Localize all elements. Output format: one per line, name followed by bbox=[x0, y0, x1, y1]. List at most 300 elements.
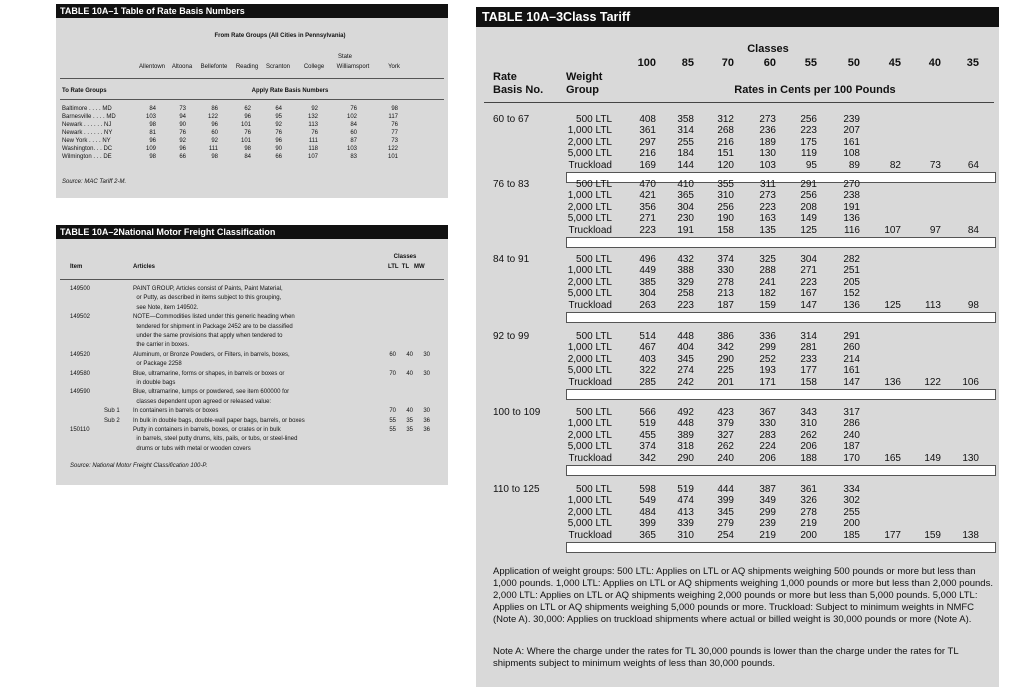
table1-cell: 96 bbox=[275, 138, 282, 144]
table3-rate-cell: 310 bbox=[800, 418, 817, 430]
table3-rate-cell: 291 bbox=[843, 331, 860, 342]
table3-rate-cell: 255 bbox=[843, 506, 860, 518]
table3-weight-group: 1,000 LTL bbox=[567, 125, 612, 137]
table1-cell: 94 bbox=[179, 114, 186, 120]
table1-to-label: To Rate Groups bbox=[62, 88, 107, 94]
table2-article-text: classes dependent upon agreed or released value: bbox=[133, 398, 272, 405]
table3-weight-group: 2,000 LTL bbox=[567, 136, 612, 148]
table3-rate-cell: 339 bbox=[677, 518, 694, 530]
table3-rate-cell: 444 bbox=[717, 484, 734, 495]
table1-source: Source: MAC Tariff 2-M. bbox=[62, 179, 127, 185]
table3-rate-cell: 165 bbox=[884, 452, 901, 464]
table1-cell: 92 bbox=[311, 106, 318, 112]
table1-cell: 76 bbox=[311, 130, 318, 136]
table3-rate-cell: 185 bbox=[843, 529, 860, 541]
table1-row-city: Wilmington . . . DE bbox=[62, 154, 112, 160]
table3-rate-cell: 144 bbox=[677, 159, 694, 171]
table3-rate-cell: 256 bbox=[800, 190, 817, 202]
table3-rate-cell: 125 bbox=[800, 224, 817, 236]
table1-state-label: State bbox=[337, 54, 352, 60]
table3-rate-cell: 223 bbox=[800, 125, 817, 137]
table1-title-bar: TABLE 10A–1 Table of Rate Basis Numbers bbox=[56, 4, 448, 18]
table3-weight-group: 1,000 LTL bbox=[567, 342, 612, 354]
table1-cell: 117 bbox=[388, 114, 398, 120]
table3-weight-group: 2,000 LTL bbox=[567, 353, 612, 365]
table3-rate-cell: 448 bbox=[677, 331, 694, 342]
table2-class-value: 35 bbox=[406, 427, 413, 433]
table3-rate-cell: 260 bbox=[843, 342, 860, 354]
table3-rate-cell: 484 bbox=[639, 506, 656, 518]
table3-rate-cell: 299 bbox=[759, 342, 776, 354]
table3-rate-cell: 388 bbox=[677, 265, 694, 277]
table3-class-100: 100 bbox=[637, 57, 656, 69]
table3-blank-row bbox=[566, 237, 996, 248]
table3-rate-cell: 107 bbox=[884, 224, 901, 236]
table1-cell: 96 bbox=[179, 146, 186, 152]
table2-class-value: 40 bbox=[406, 351, 413, 358]
table1-cell: 101 bbox=[240, 122, 251, 128]
table3-rate-cell: 136 bbox=[843, 299, 860, 311]
table2-article-text: see Note, item 149502. bbox=[133, 304, 199, 311]
table3-rate-cell: 304 bbox=[677, 201, 694, 213]
table3-rate-cell: 223 bbox=[800, 276, 817, 288]
table1-row-city: New York . . . . NY bbox=[62, 138, 111, 144]
table3-rate-cell: 242 bbox=[677, 376, 694, 388]
table2-article-text: the carrier in boxes. bbox=[133, 342, 190, 349]
table3-rate-cell: 84 bbox=[967, 224, 979, 236]
table3-rate-cell: 288 bbox=[759, 265, 776, 277]
table2-item-no: Sub 1 bbox=[104, 408, 120, 415]
table3-rate-cell: 327 bbox=[717, 429, 734, 441]
table3-weight-label: Weight bbox=[566, 71, 603, 83]
table3-weight-group: 5,000 LTL bbox=[567, 518, 612, 530]
table1-cell: 76 bbox=[350, 106, 357, 112]
table3-rate-cell: 389 bbox=[677, 429, 694, 441]
table2-rule bbox=[60, 279, 444, 280]
table3-rate-cell: 190 bbox=[717, 213, 734, 225]
table3-rate-cell: 187 bbox=[843, 441, 860, 453]
table2-article-text: under the same provisions that apply when tendered to bbox=[133, 333, 283, 339]
table3-rate-cell: 147 bbox=[843, 376, 860, 388]
table3-rate-cell: 149 bbox=[800, 213, 817, 225]
table1-cell: 64 bbox=[275, 106, 282, 112]
table3-rate-cell: 399 bbox=[717, 495, 734, 507]
table2-article-text: In bulk in double bags, double-wall paper bags, barrels, or boxes bbox=[133, 417, 305, 424]
table1-cell: 122 bbox=[207, 114, 218, 120]
table3-rate-cell: 358 bbox=[677, 114, 694, 125]
table3-class-40: 40 bbox=[928, 57, 941, 69]
table3-rate-cell: 138 bbox=[962, 529, 979, 541]
table3-rate-cell: 106 bbox=[962, 376, 979, 388]
table3-rate-cell: 470 bbox=[639, 179, 656, 190]
table3-rate-cell: 286 bbox=[843, 418, 860, 430]
table2-class-value: 70 bbox=[389, 408, 396, 415]
table3-rate-cell: 147 bbox=[800, 299, 817, 311]
table3-rate-cell: 355 bbox=[717, 179, 734, 190]
table1-cell: 76 bbox=[244, 130, 251, 136]
table3-rate-cell: 182 bbox=[759, 288, 776, 300]
table2-item-no: 150110 bbox=[70, 427, 90, 433]
table3-rate-cell: 311 bbox=[760, 179, 776, 190]
table3-rate-cell: 379 bbox=[717, 418, 734, 430]
table3-rate-cell: 262 bbox=[800, 429, 817, 441]
table1-cell: 98 bbox=[149, 122, 156, 128]
table3-rate-cell: 205 bbox=[843, 276, 860, 288]
table1-rule-mid bbox=[60, 99, 444, 100]
table3-rate-basis: 84 to 91 bbox=[493, 254, 530, 265]
table1-cell: 81 bbox=[149, 130, 156, 136]
table3-rate-cell: 251 bbox=[843, 265, 860, 277]
table3-rate-cell: 432 bbox=[677, 254, 694, 265]
table3-rate-cell: 122 bbox=[924, 376, 941, 388]
table3-rate-cell: 455 bbox=[639, 429, 656, 441]
table1-cell: 103 bbox=[145, 114, 156, 120]
table3-rate-cell: 410 bbox=[677, 179, 694, 190]
table3-rate-cell: 271 bbox=[639, 213, 656, 225]
table3-rate-cell: 233 bbox=[800, 353, 817, 365]
table1-cell: 84 bbox=[244, 154, 251, 160]
table1-origin-2: Bellefonte bbox=[200, 64, 228, 70]
table3-rate-basis: 110 to 125 bbox=[493, 484, 540, 495]
table1-origin-6: Williamsport bbox=[336, 64, 370, 70]
table3-note-weight-groups: Application of weight groups: 500 LTL: Applies on LTL or AQ shipments weighing 500 pounds or more but less than 1,000 pounds. 1,000 LTL: Applies on LTL or AQ shipments weighing 1,000 pounds or more but less than 2,000 pounds. 2,000 LTL: Applies on LTL or AQ shipments weighing 2,000 pounds or more but less than 5,000 pounds. 5,000 LTL: Applies on LTL or AQ shipments weighing 5,000 pounds or more. Truckload: Subject to minimum weights in NMFC (Note A). 30,000: Applies on truckload shipments where actual or billed weight is 30,000 pounds or more (Note A). bbox=[493, 566, 993, 625]
table3-class-55: 55 bbox=[804, 57, 817, 69]
table3-rate-cell: 189 bbox=[759, 136, 776, 148]
table3-weight-group: 500 LTL bbox=[576, 114, 612, 125]
table1-row-city: Newark . . . . . . NY bbox=[62, 130, 113, 136]
table2-item-no: 149502 bbox=[70, 314, 91, 321]
table1-cell: 60 bbox=[350, 130, 357, 136]
table2-article-text: In containers in barrels or boxes bbox=[133, 408, 219, 415]
table3-weight-group: 5,000 LTL bbox=[567, 148, 612, 160]
table3-rate-cell: 98 bbox=[967, 299, 979, 311]
table2-class-value: 40 bbox=[406, 408, 413, 415]
table3-rate-cell: 230 bbox=[677, 213, 694, 225]
table3-rate-cell: 175 bbox=[800, 136, 817, 148]
table1-cell: 62 bbox=[244, 106, 251, 112]
table3-note-a: Note A: Where the charge under the rates for TL 30,000 pounds is lower than the charge under the rates for TL shipments subject to minimum weights of less than 30,000 pounds. bbox=[493, 646, 959, 669]
table3-rate-cell: 270 bbox=[843, 179, 860, 190]
table3-rate-cell: 239 bbox=[759, 518, 776, 530]
table2-item-no: 149520 bbox=[70, 351, 91, 358]
table3-rate-cell: 256 bbox=[800, 114, 817, 125]
table3-rate-cell: 386 bbox=[717, 331, 734, 342]
table2-class-value: 30 bbox=[423, 351, 430, 358]
table3-blank-row bbox=[566, 465, 996, 476]
table3-rate-cell: 187 bbox=[717, 299, 734, 311]
table1-origin-7: York bbox=[388, 64, 400, 70]
table3-rate-cell: 365 bbox=[639, 529, 656, 541]
table1-cell: 83 bbox=[350, 154, 357, 160]
table3-rate-cell: 252 bbox=[759, 353, 776, 365]
table3-weight-group: 5,000 LTL bbox=[567, 213, 612, 225]
table1-cell: 111 bbox=[208, 146, 218, 152]
table3-weight-group: Truckload bbox=[568, 159, 612, 171]
table3-rate-cell: 213 bbox=[717, 288, 734, 300]
table1-rule-top bbox=[60, 78, 444, 79]
table2-class-value: 40 bbox=[406, 370, 413, 377]
table2-article-text: or Putty, as described in items subject to this grouping, bbox=[133, 295, 282, 302]
table3-rate-cell: 170 bbox=[843, 452, 860, 464]
table1-origin-3: Reading bbox=[235, 64, 259, 70]
table3-weight-group: 2,000 LTL bbox=[567, 201, 612, 213]
table3-basis-label: Basis No. bbox=[493, 84, 544, 96]
table1-cell: 84 bbox=[350, 122, 357, 128]
table2-article-text: in barrels, steel putty drums, kits, pails, or tubs, or steel-lined bbox=[133, 436, 298, 443]
table3-blank-row bbox=[566, 389, 996, 400]
table1-cell: 132 bbox=[307, 114, 318, 120]
table3-rate-cell: 161 bbox=[843, 136, 860, 148]
table3-weight-group: 5,000 LTL bbox=[567, 288, 612, 300]
table3-rate-cell: 130 bbox=[759, 148, 776, 160]
table3-rate-cell: 158 bbox=[800, 376, 817, 388]
table3-rate-cell: 312 bbox=[717, 114, 734, 125]
table3-rate-cell: 278 bbox=[717, 276, 734, 288]
table3-rate-cell: 97 bbox=[929, 224, 941, 236]
table3-rate-cell: 113 bbox=[925, 299, 941, 311]
table3-rate-cell: 413 bbox=[677, 506, 694, 518]
table3-rate-cell: 278 bbox=[800, 506, 817, 518]
table3-rate-cell: 177 bbox=[800, 365, 817, 377]
table1-cell: 77 bbox=[391, 130, 398, 136]
table3-weight-group: 500 LTL bbox=[576, 254, 612, 265]
table3-rate-cell: 207 bbox=[843, 125, 860, 137]
table3-rate-cell: 421 bbox=[639, 190, 656, 202]
table3-blank-row bbox=[566, 312, 996, 323]
table2-article-text: or Package 2258 bbox=[133, 361, 182, 368]
table3-rate-cell: 200 bbox=[800, 529, 817, 541]
table3-rate-cell: 191 bbox=[843, 201, 860, 213]
table3-rate-cell: 214 bbox=[843, 353, 860, 365]
table3-rate-cell: 82 bbox=[889, 159, 901, 171]
table1-cell: 113 bbox=[308, 122, 318, 128]
table3-rate-cell: 191 bbox=[677, 224, 694, 236]
table1-cell: 111 bbox=[308, 138, 318, 144]
table3-rate-cell: 169 bbox=[639, 159, 656, 171]
table3-weight-group: 1,000 LTL bbox=[567, 190, 612, 202]
table2-article-text: in double bags bbox=[133, 380, 176, 386]
table3-class-50: 50 bbox=[847, 57, 860, 69]
table3-rate-cell: 549 bbox=[639, 495, 656, 507]
table3-weight-group: 1,000 LTL bbox=[567, 265, 612, 277]
table3-rate-cell: 219 bbox=[800, 518, 817, 530]
table3-rate-cell: 349 bbox=[759, 495, 776, 507]
table1-cell: 92 bbox=[275, 122, 282, 128]
table2-article-text: Blue, ultramarine, forms or shapes, in barrels or boxes or bbox=[133, 370, 285, 377]
table3-rate-cell: 336 bbox=[759, 331, 776, 342]
table3-rate-cell: 285 bbox=[639, 376, 656, 388]
table2-class-value: 36 bbox=[423, 427, 430, 433]
table1-cell: 102 bbox=[346, 114, 357, 120]
table3-weight-group: 5,000 LTL bbox=[567, 441, 612, 453]
table3-rate-cell: 206 bbox=[759, 452, 776, 464]
table1-cell: 73 bbox=[391, 138, 398, 144]
table3-rate-cell: 330 bbox=[759, 418, 776, 430]
table3-rate-cell: 208 bbox=[800, 201, 817, 213]
table3-rate-cell: 310 bbox=[717, 190, 734, 202]
table1-cell: 92 bbox=[211, 138, 218, 144]
table1-cell: 60 bbox=[211, 130, 218, 136]
table3-rate-cell: 240 bbox=[717, 452, 734, 464]
table1-cell: 98 bbox=[244, 146, 251, 152]
table3-rate-cell: 404 bbox=[677, 342, 694, 354]
table3-rate-cell: 116 bbox=[844, 224, 860, 236]
table3-rate-cell: 281 bbox=[800, 342, 817, 354]
table1-origin-0: Allentown bbox=[138, 64, 165, 70]
table3-rate-cell: 448 bbox=[677, 418, 694, 430]
table3-rate-cell: 317 bbox=[843, 407, 860, 418]
table1-cell: 109 bbox=[145, 146, 156, 152]
table3-rate-cell: 330 bbox=[717, 265, 734, 277]
table3-weight-group: 500 LTL bbox=[576, 484, 612, 495]
table3-rate-cell: 219 bbox=[759, 529, 776, 541]
table2-item-label: Item bbox=[70, 264, 83, 270]
table3-rate-cell: 193 bbox=[759, 365, 776, 377]
table1-cell: 92 bbox=[179, 138, 186, 144]
table1-cell: 103 bbox=[346, 146, 357, 152]
table3-rate-cell: 136 bbox=[884, 376, 901, 388]
table3-weight-group: Truckload bbox=[568, 452, 612, 464]
table3-rate-cell: 387 bbox=[759, 484, 776, 495]
table3-rate-cell: 299 bbox=[759, 506, 776, 518]
table3-rate-basis: 76 to 83 bbox=[493, 179, 530, 190]
table3-rate-cell: 367 bbox=[759, 407, 776, 418]
table3-rate-cell: 304 bbox=[800, 254, 817, 265]
table2-class-value: 70 bbox=[389, 370, 396, 377]
table3-rate-cell: 256 bbox=[717, 201, 734, 213]
table1-cell: 76 bbox=[391, 122, 398, 128]
table3-rates-label: Rates in Cents per 100 Pounds bbox=[734, 84, 896, 96]
table3-rate-cell: 73 bbox=[929, 159, 941, 171]
table1-cell: 122 bbox=[387, 146, 398, 152]
table3-rate-cell: 325 bbox=[759, 254, 776, 265]
table3-rate-cell: 385 bbox=[639, 276, 656, 288]
table3-rate-cell: 279 bbox=[717, 518, 734, 530]
table3-rate-cell: 236 bbox=[759, 125, 776, 137]
table2-item-no: 149580 bbox=[70, 370, 91, 377]
table3-rate-cell: 216 bbox=[639, 148, 656, 160]
table2-article-text: NOTE—Commodities listed under this generic heading when bbox=[133, 314, 295, 321]
table1-row-city: Baltimore . . . . MD bbox=[62, 106, 112, 112]
table3-rate-basis: 60 to 67 bbox=[493, 114, 530, 125]
table3-rate-cell: 89 bbox=[848, 159, 860, 171]
table3-rate-cell: 177 bbox=[884, 529, 901, 541]
table2-class-value: 36 bbox=[423, 417, 430, 424]
table3-rate-cell: 258 bbox=[677, 288, 694, 300]
table3-rate-cell: 136 bbox=[843, 213, 860, 225]
table3-rate-cell: 273 bbox=[759, 190, 776, 202]
table3-rate-cell: 356 bbox=[639, 201, 656, 213]
table3-rate-cell: 159 bbox=[924, 529, 941, 541]
table3-rate-cell: 492 bbox=[677, 407, 694, 418]
table2-article-text: Putty in containers in barrels, boxes, or crates or in bulk bbox=[133, 427, 281, 433]
table3-class-35: 35 bbox=[966, 57, 979, 69]
table3-rate-cell: 290 bbox=[717, 353, 734, 365]
table2-class-value: 30 bbox=[423, 408, 430, 415]
table3-rate-cell: 201 bbox=[717, 376, 734, 388]
table3-rate-cell: 225 bbox=[717, 365, 734, 377]
table3-rate-cell: 374 bbox=[639, 441, 656, 453]
table3-rate-cell: 223 bbox=[759, 201, 776, 213]
table3-rate-cell: 403 bbox=[639, 353, 656, 365]
table3-rate-cell: 152 bbox=[843, 288, 860, 300]
table3-weight-group: Truckload bbox=[568, 299, 612, 311]
table3-rate-cell: 345 bbox=[717, 506, 734, 518]
table3-rate-cell: 399 bbox=[639, 518, 656, 530]
table1-from-label: From Rate Groups (All Cities in Pennsylvania) bbox=[214, 33, 346, 39]
table3-rate-cell: 223 bbox=[677, 299, 694, 311]
table3-class-60: 60 bbox=[763, 57, 776, 69]
table3-class-85: 85 bbox=[681, 57, 694, 69]
table3-rate-cell: 361 bbox=[800, 484, 817, 495]
table2-article-text: drums or tubs with metal or wooden covers bbox=[133, 445, 251, 452]
table2-class-cols: LTL TL MW bbox=[388, 264, 425, 270]
table3-rate-cell: 103 bbox=[759, 159, 776, 171]
table3-rate-cell: 598 bbox=[639, 484, 656, 495]
table3-rate-label: Rate bbox=[493, 71, 517, 83]
table2-item-no: 149590 bbox=[70, 389, 91, 396]
table3-rate-cell: 329 bbox=[677, 276, 694, 288]
table3-weight-group: 500 LTL bbox=[576, 407, 612, 418]
table3-rate-cell: 263 bbox=[639, 299, 656, 311]
table3-weight-group: 500 LTL bbox=[576, 331, 612, 342]
table3-rate-cell: 64 bbox=[967, 159, 979, 171]
table3-rate-cell: 342 bbox=[717, 342, 734, 354]
table3-rate-basis: 100 to 109 bbox=[493, 407, 541, 418]
table3-rate-cell: 120 bbox=[717, 159, 734, 171]
table1-cell: 90 bbox=[275, 146, 282, 152]
table3-rate-cell: 238 bbox=[843, 190, 860, 202]
table3-rate-cell: 268 bbox=[717, 125, 734, 137]
table3-rate-cell: 255 bbox=[677, 136, 694, 148]
table3-rate-cell: 163 bbox=[759, 213, 776, 225]
table3-rate-cell: 297 bbox=[639, 136, 656, 148]
table3-rate-cell: 159 bbox=[759, 299, 776, 311]
table3-rate-cell: 408 bbox=[639, 114, 656, 125]
table1-cell: 98 bbox=[391, 106, 398, 112]
table1-cell: 96 bbox=[244, 114, 251, 120]
table3-rate-cell: 283 bbox=[759, 429, 776, 441]
table3-rate-basis: 92 to 99 bbox=[493, 331, 530, 342]
table3-rate-cell: 273 bbox=[759, 114, 776, 125]
table3-rate-cell: 241 bbox=[759, 276, 776, 288]
table3-rate-cell: 108 bbox=[843, 148, 860, 160]
table3-rate-cell: 149 bbox=[924, 452, 941, 464]
table1-cell: 101 bbox=[387, 154, 398, 160]
table3-rate-cell: 161 bbox=[843, 365, 860, 377]
table1-row-city: Washington. . . DC bbox=[62, 146, 113, 152]
table3-rate-cell: 519 bbox=[639, 418, 656, 430]
table3-rate-cell: 206 bbox=[800, 441, 817, 453]
table3-rate-cell: 474 bbox=[677, 495, 694, 507]
table3-rule bbox=[484, 102, 994, 103]
table3-rate-cell: 262 bbox=[717, 441, 734, 453]
table1-cell: 90 bbox=[179, 122, 186, 128]
table3-weight-group: 2,000 LTL bbox=[567, 276, 612, 288]
table3-rate-cell: 467 bbox=[639, 342, 656, 354]
table3-rate-cell: 496 bbox=[639, 254, 656, 265]
table3-rate-cell: 291 bbox=[800, 179, 817, 190]
table3-rate-cell: 200 bbox=[843, 518, 860, 530]
table2-article-text: tendered for shipment in Package 2452 are to be classified bbox=[133, 323, 293, 330]
table2-class-value: 35 bbox=[406, 417, 413, 424]
table1-cell: 84 bbox=[149, 106, 156, 112]
table2-class-value: 60 bbox=[389, 351, 396, 358]
table1-origin-4: Scranton bbox=[265, 64, 290, 70]
table3-group-label: Group bbox=[566, 84, 599, 96]
table3-rate-cell: 240 bbox=[843, 429, 860, 441]
table3-rate-cell: 302 bbox=[843, 495, 860, 507]
